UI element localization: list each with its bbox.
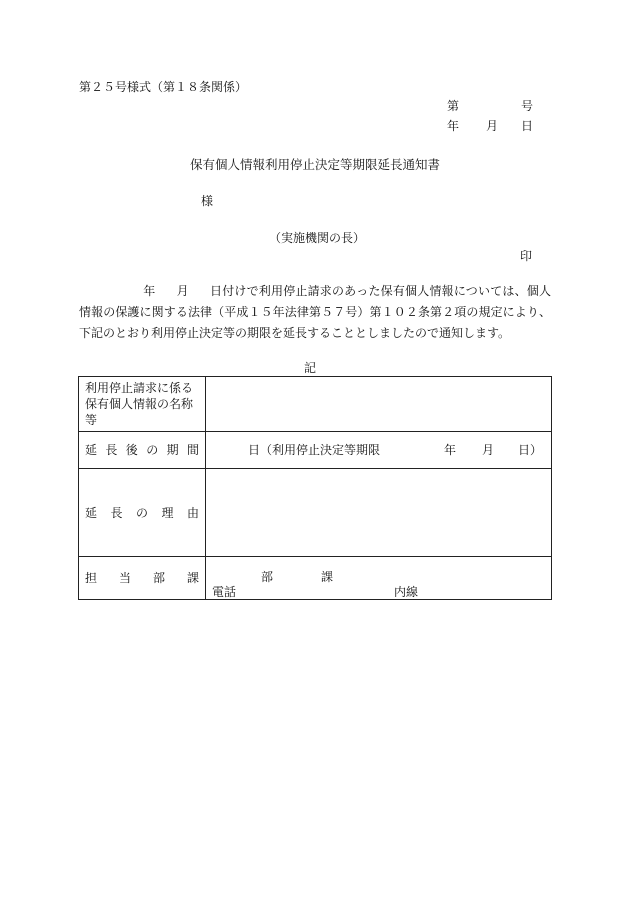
period-day-end: 日） [518, 443, 543, 457]
department-value[interactable] [206, 557, 552, 600]
table-row [79, 557, 552, 600]
body-text: 日付けで利用停止請求のあった保有個人情報については、個人情報の保護に関する法律（平成１５年法律第５７号）第１０２条第２項の規定により、下記のとおり利用停止決定等の期限を延長することとしましたので通知します。 [79, 284, 551, 340]
form-number: 第２５号様式（第１８条関係） [79, 80, 248, 94]
period-month: 月 [482, 443, 495, 457]
extension-label: 内線 [394, 585, 419, 599]
period-year: 年 [444, 443, 457, 457]
extended-period-label: 延長後の期間 [79, 432, 206, 469]
details-table [78, 376, 552, 600]
table-row [79, 469, 552, 557]
table-row [79, 377, 552, 432]
doc-number-prefix: 第 [447, 99, 460, 113]
doc-number-suffix: 号 [521, 99, 534, 113]
dept-bu: 部 [261, 570, 274, 584]
department-label: 担当部課 [79, 557, 206, 600]
record-name-label: 利用停止請求に係る保有個人情報の名称等 [79, 377, 206, 432]
date-day: 日 [521, 119, 534, 133]
extended-period-value[interactable] [206, 432, 552, 469]
ki-heading: 記 [304, 361, 317, 375]
seal-mark: 印 [520, 249, 533, 263]
addressee-suffix: 様 [201, 194, 214, 208]
reason-value[interactable] [206, 469, 552, 557]
record-name-value[interactable] [206, 377, 552, 432]
phone-label: 電話 [212, 585, 237, 599]
body-month: 月 [176, 284, 189, 298]
issuer-name: （実施機関の長） [269, 231, 366, 245]
notice-body [79, 281, 551, 344]
table-row [79, 432, 552, 469]
date-month: 月 [486, 119, 499, 133]
date-year: 年 [447, 119, 460, 133]
document-title: 保有個人情報利用停止決定等期限延長通知書 [189, 157, 440, 172]
reason-label: 延長の理由 [79, 469, 206, 557]
body-year: 年 [143, 284, 156, 298]
dept-ka: 課 [321, 570, 334, 584]
period-day-text: 日（利用停止決定等期限 [248, 443, 381, 457]
